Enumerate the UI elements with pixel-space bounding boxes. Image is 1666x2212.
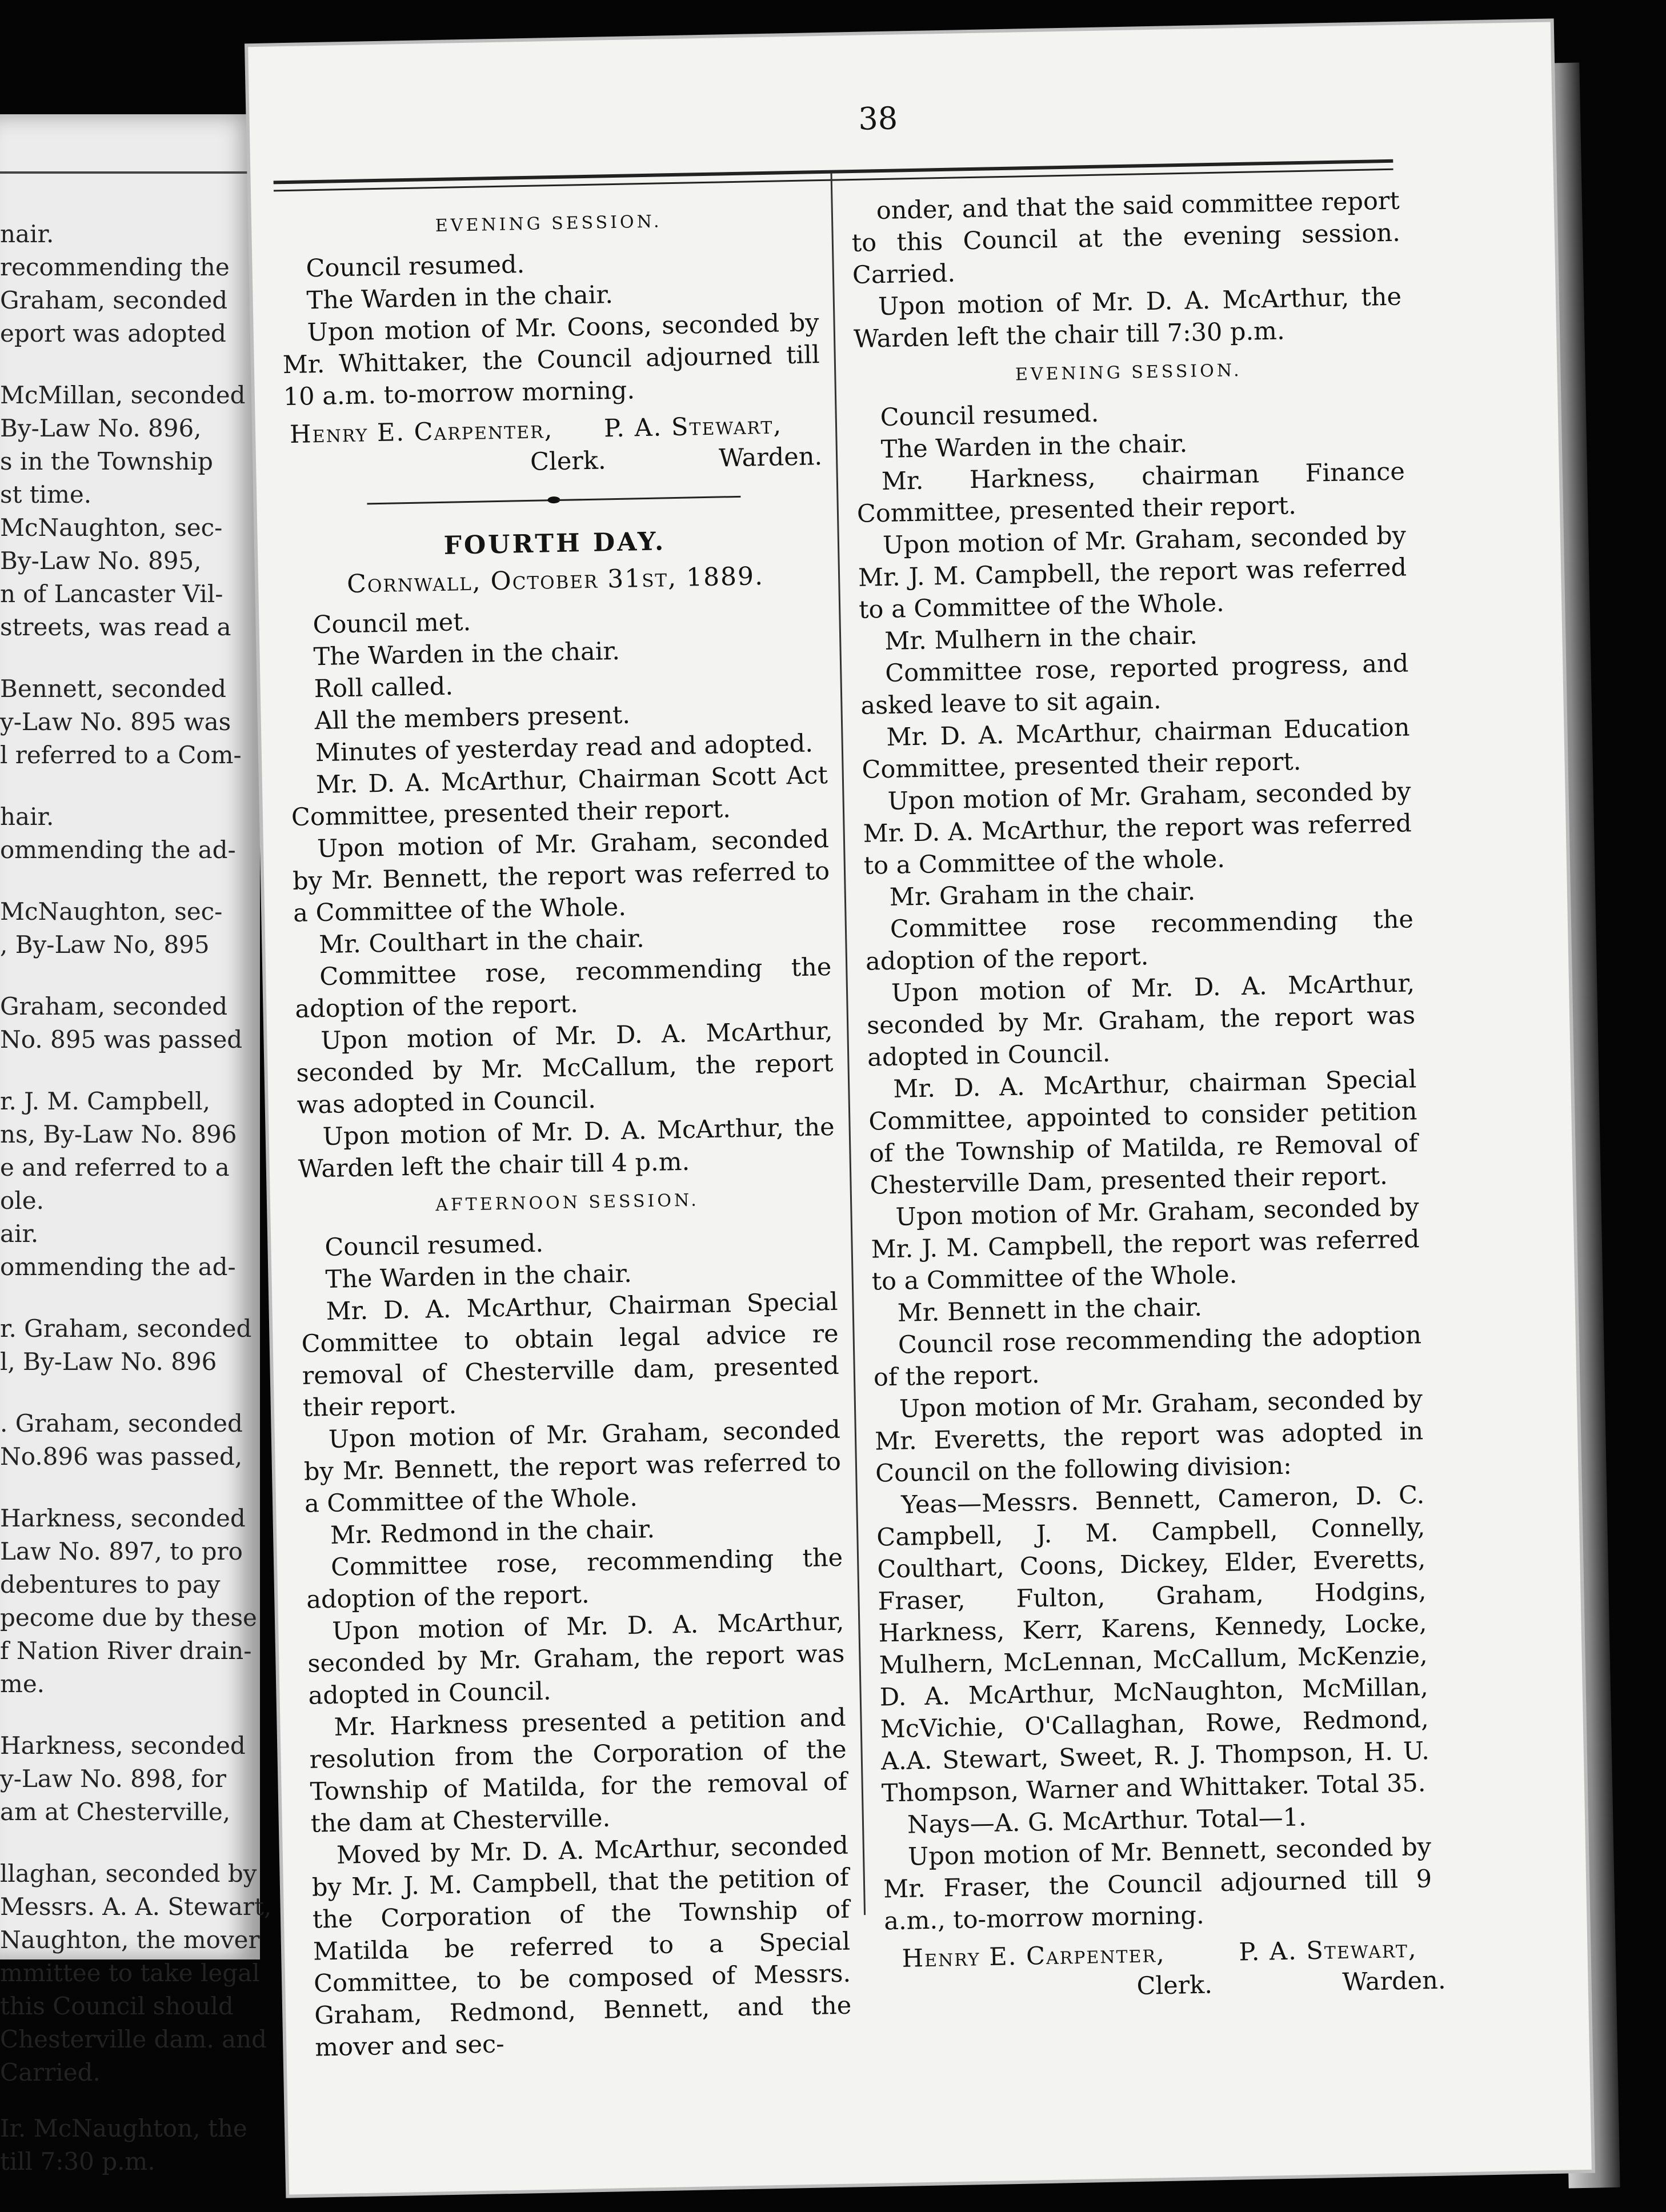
left-page-line: s in the Township (0, 447, 213, 475)
left-facing-page (0, 114, 272, 2175)
left-page-line: . Graham, seconded (0, 1409, 243, 1437)
paragraph: Mr. Graham in the chair. (889, 877, 1196, 912)
left-page-line: r. J. M. Campbell, (0, 1087, 210, 1115)
left-page-line: McNaughton, sec- (0, 897, 223, 925)
paragraph: Upon motion of Mr. Graham, seconded by Mr. J. M. Campbell, the report was referred to a Committee of the Whole. (858, 521, 1407, 624)
left-page-line: Ir. McNaughton, the (0, 2114, 247, 2142)
right-column (851, 185, 1446, 2012)
left-page-line: y-Law No. 898, for (0, 1765, 226, 1793)
paragraph: Committee rose recommending the adoption of the report. (865, 905, 1414, 976)
left-page-line: Graham, seconded (0, 286, 228, 314)
session-heading: AFTERNOON SESSION. (435, 1190, 700, 1216)
session-heading: EVENING SESSION. (1015, 360, 1242, 385)
paragraph: Moved by Mr. D. A. McArthur, seconded by Mr. J. M. Campbell, that the petition of the Corporation of the Township of Matilda be referred to a Special Committee, to be composed of Messrs. Graham, Redmond, Bennett, and the mover and sec- (311, 1831, 852, 2062)
paragraph: Mr. Coulthart in the chair. (318, 924, 645, 960)
warden-name: P. A. Stewart, (1238, 1934, 1417, 1967)
warden-title: Warden. (1342, 1966, 1446, 1997)
paragraph: Upon motion of Mr. Graham, seconded by Mr. Bennett, the report was referred to a Committee of the Whole. (292, 824, 830, 928)
warden-name: P. A. Stewart, (603, 411, 783, 443)
left-page-line: recommending the (0, 253, 230, 281)
paragraph: Committee rose, recommending the adoption of the report. (306, 1543, 843, 1614)
left-page-line: Naughton, the mover (0, 1926, 260, 1954)
left-page-line: Messrs. A. A. Stewart, (0, 1893, 272, 1921)
clerk-name: Henry E. Carpenter, (289, 415, 554, 449)
paragraph: Upon motion of Mr. Graham, seconded by Mr. Bennett, the report was referred to a Committee of the Whole. (303, 1415, 842, 1518)
paragraph: Minutes of yesterday read and adopted. (315, 729, 814, 768)
left-page-line: pecome due by these (0, 1604, 257, 1632)
left-page-line: me. (0, 1670, 45, 1698)
left-page-line: this Council should (0, 1992, 234, 2020)
left-page-line: st time. (0, 480, 92, 508)
paragraph: Upon motion of Mr. Graham, seconded by Mr. D. A. McArthur, the report was referred to a Committee of the whole. (863, 777, 1412, 880)
left-page-line: hair. (0, 803, 54, 831)
paragraph: The Warden in the chair. (306, 280, 614, 315)
left-page-line: r. Graham, seconded (0, 1315, 252, 1343)
paragraph-group (851, 185, 1402, 355)
paragraph: Mr. D. A. McArthur, Chairman Scott Act Committee, presented their report. (291, 760, 828, 832)
left-page-line: By-Law No. 896, (0, 414, 202, 442)
left-page-line: llaghan, seconded by (0, 1860, 257, 1888)
left-page-line: f Nation River drain- (0, 1637, 252, 1665)
left-page-line: ole. (0, 1187, 44, 1215)
left-column (279, 196, 852, 2063)
paragraph: Yeas—Messrs. Bennett, Cameron, D. C. Campbell, J. M. Campbell, Connelly, Coulthart, Coons, Dickey, Elder, Everetts, Fraser, Fulton, Graham, Hodgins, Harkness, Kerr, Karens, Kennedy, Locke, Mulhern, McLennan, McCallum, McKenzie, D. A. McArthur, McNaughton, McMillan, McVichie, O'Callaghan, Rowe, Redmond, A.A. Stewart, Sweet, R. J. Thompson, H. U. Thompson, Warner and Whittaker. Total 35. (876, 1481, 1430, 1808)
paragraph: Upon motion of Mr. D. A. McArthur, seconded by Mr. Graham, the report was adopted in Council. (307, 1607, 845, 1710)
paragraph-group (855, 392, 1432, 1938)
left-page-line: eport was adopted (0, 319, 226, 347)
paragraph: Upon motion of Mr. D. A. McArthur, seconded by Mr. Graham, the report was adopted in Council. (866, 969, 1416, 1072)
paragraph: The Warden in the chair. (880, 429, 1188, 464)
paragraph: Mr. D. A. McArthur, chairman Education Committee, presented their report. (862, 713, 1410, 784)
paragraph: Mr. D. A. McArthur, chairman Special Committee, appointed to consider petition of the Township of Matilda, re Removal of Chesterville Dam, presented their report. (868, 1065, 1418, 1200)
left-page-line: ommending the ad- (0, 1253, 236, 1281)
left-page-line: Harkness, seconded (0, 1732, 246, 1760)
paragraph: Council rose recommending the adoption of the report. (873, 1321, 1422, 1392)
left-page-line: Law No. 897, to pro (0, 1537, 243, 1565)
left-page-line: am at Chesterville, (0, 1798, 231, 1826)
session-heading: EVENING SESSION. (435, 211, 662, 236)
clerk-title: Clerk. (1136, 1970, 1213, 2001)
signature-block (284, 408, 822, 483)
left-page-line: McNaughton, sec- (0, 514, 223, 542)
left-page-line: nair. (0, 220, 54, 248)
clerk-title: Clerk. (530, 446, 607, 476)
left-page-line: e and referred to a (0, 1153, 230, 1181)
left-page-line: No. 895 was passed (0, 1025, 243, 1053)
paragraph: Mr. Harkness presented a petition and resolution from the Corporation of the Township of Matilda, for the removal of the dam at Chesterville. (309, 1703, 848, 1838)
paragraph: All the members present. (314, 700, 631, 736)
paragraph: Council resumed. (880, 399, 1099, 432)
left-page-line: McMillan, seconded (0, 381, 246, 409)
left-page-line: Chesterville dam. and (0, 2025, 267, 2053)
clerk-name: Henry E. Carpenter, (902, 1939, 1166, 1973)
paragraph: Mr. D. A. McArthur, Chairman Special Committee to obtain legal advice re removal of Chesterville dam, presented their report. (301, 1287, 840, 1422)
ornament-divider (285, 477, 823, 519)
dateline: Cornwall, October 31st, 1889. (346, 562, 764, 599)
left-page-line: By-Law No. 895, (0, 547, 202, 575)
left-page-line: Bennett, seconded (0, 675, 227, 703)
paragraph-group (299, 1222, 852, 2064)
paragraph: Committee rose, recommending the adoption of the report. (294, 952, 832, 1024)
left-page-line: ommending the ad- (0, 836, 236, 864)
paragraph: Upon motion of Mr. D. A. McArthur, the Warden left the chair till 7:30 p.m. (853, 282, 1402, 354)
paragraph: Committee rose, reported progress, and asked leave to sit again. (860, 649, 1409, 720)
paragraph: onder, and that the said committee report to this Council at the evening session. Carried. (851, 186, 1401, 290)
paragraph: The Warden in the chair. (325, 1259, 632, 1295)
paragraph: Upon motion of Mr. Bennett, seconded by Mr. Fraser, the Council adjourned till 9 a.m., to-morrow morning. (883, 1833, 1432, 1936)
page-number: 38 (858, 100, 898, 137)
left-page-line: Graham, seconded (0, 992, 228, 1020)
left-page-line: n of Lancaster Vil- (0, 580, 223, 608)
left-page-line: till 7:30 p.m. (0, 2147, 155, 2175)
left-page-line: Harkness, seconded (0, 1504, 246, 1532)
main-page (248, 22, 1592, 2194)
left-page-line: air. (0, 1220, 39, 1248)
paragraph: Council met. (313, 607, 471, 640)
signature-block (884, 1933, 1446, 2007)
paragraph-group (281, 243, 820, 413)
paragraph: Nays—A. G. McArthur. Total—1. (907, 1803, 1307, 1840)
paragraph: Council resumed. (325, 1229, 544, 1263)
warden-title: Warden. (718, 442, 823, 473)
left-page-line: mmittee to take legal (0, 1959, 260, 1987)
left-page-line: l referred to a Com- (0, 741, 242, 769)
left-page-line: streets, was read a (0, 613, 231, 641)
left-page-line: y-Law No. 895 was (0, 708, 231, 736)
paragraph: Upon motion of Mr. Graham, seconded by Mr. Everetts, the report was adopted in Council on the following division: (874, 1385, 1424, 1488)
paragraph: Mr. Harkness, chairman Finance Committee, presented their report. (856, 457, 1405, 528)
paragraph: Upon motion of Mr. Graham, seconded by Mr. J. M. Campbell, the report was referred to a Committee of the Whole. (871, 1193, 1420, 1296)
left-header-rule (0, 171, 251, 174)
paragraph-group (287, 599, 835, 1185)
paragraph: Upon motion of Mr. D. A. McArthur, the Warden left the chair till 4 p.m. (298, 1112, 835, 1184)
left-page-line: l, By-Law No. 896 (0, 1348, 217, 1376)
paragraph: Council resumed. (306, 250, 525, 283)
paragraph: The Warden in the chair. (313, 636, 620, 672)
day-heading: FOURTH DAY. (443, 527, 666, 560)
paragraph: Upon motion of Mr. Coons, seconded by Mr. Whittaker, the Council adjourned till 10 a.m. to-morrow morning. (282, 308, 820, 412)
paragraph: Mr. Bennett in the chair. (897, 1293, 1203, 1328)
paragraph: Mr. Mulhern in the chair. (884, 621, 1198, 656)
paragraph: Mr. Redmond in the chair. (330, 1515, 655, 1550)
paragraph: Upon motion of Mr. D. A. McArthur, seconded by Mr. McCallum, the report was adopted in Council. (296, 1016, 834, 1120)
left-page-line: No.896 was passed, (0, 1442, 243, 1470)
left-page-line: debentures to pay (0, 1570, 221, 1598)
left-page-line: , By-Law No, 895 (0, 931, 210, 959)
left-page-line: Carried. (0, 2058, 101, 2086)
left-page-line: ns, By-Law No. 896 (0, 1120, 237, 1148)
paragraph: Roll called. (314, 672, 454, 704)
